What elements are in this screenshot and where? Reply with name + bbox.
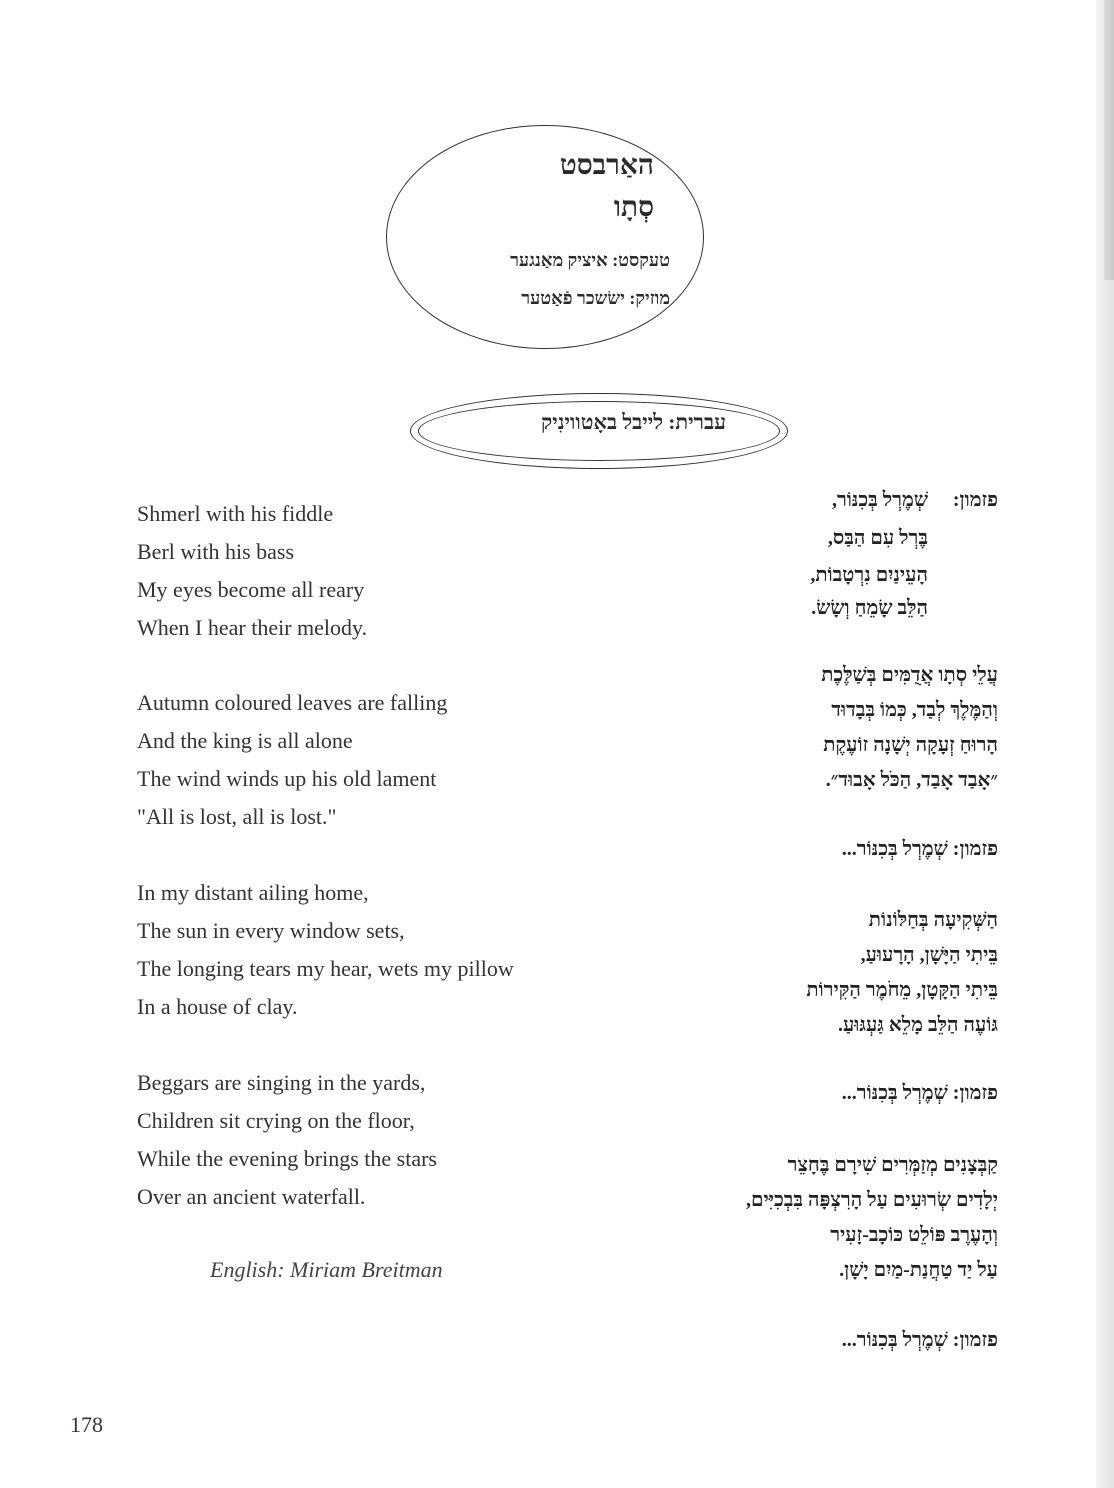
page-number: 178 <box>70 1412 103 1437</box>
hebrew-chorus-label: פזמון: <box>952 489 998 511</box>
hebrew-line: הָרוּחַ זְעָקָה יְשָׁנָה זוֹעֶקֶת <box>823 734 998 756</box>
english-line: The sun in every window sets, <box>137 918 405 943</box>
hebrew-line: ״אָבַד אָבַד, הַכֹּל אָבוּד״. <box>825 769 998 791</box>
english-translator-credit: English: Miriam Breitman <box>210 1257 443 1282</box>
english-line: Beggars are singing in the yards, <box>137 1070 426 1095</box>
hebrew-line: וְהָעֶרֶב פּוֹלֵט כּוֹכָב-זָעִיר <box>830 1224 998 1246</box>
hebrew-line: הַלֵּב שָׂמֵחַ וְשָׂשׂ. <box>811 597 928 619</box>
hebrew-line: קַבְּצָנִים מְזַמְּרִים שִׁירָם בֶּחָצֵר <box>787 1154 998 1176</box>
page-edge-shadow <box>1104 0 1114 280</box>
english-line: In my distant ailing home, <box>137 880 369 905</box>
hebrew-line: יְלָדִים שְׂרוּעִים עַל הָרִצְפָּה בִּבְכִיִּים, <box>746 1189 998 1211</box>
hebrew-line: גּוֹעֶה הַלֵּב מָלֵא גַּעְגּוּעַ. <box>837 1014 998 1036</box>
english-line: And the king is all alone <box>137 728 353 753</box>
hebrew-line: שְׁמֶרְל בְּכִנּוֹר, <box>831 489 928 511</box>
hebrew-line: בֶּרְל עִם הַבַּס, <box>827 527 928 549</box>
hebrew-line: בֵּיתִי הַיָּשָׁן, הָרָעוּעַ, <box>860 944 998 966</box>
song-title-hebrew: סְתָו <box>613 192 654 223</box>
english-line: My eyes become all reary <box>137 577 365 602</box>
english-line: Children sit crying on the floor, <box>137 1108 415 1133</box>
hebrew-line: וְהַמֶּלֶךְ לְבַד, כְּמוֹ בְּבָדוּד <box>831 699 998 721</box>
hebrew-chorus-repeat: פזמון: שְׁמֶרְל בְּכִנּוֹר... <box>841 1082 998 1104</box>
english-line: While the evening brings the stars <box>137 1146 437 1171</box>
english-line: In a house of clay. <box>137 994 298 1019</box>
hebrew-line: הַשְּׁקִיעָה בְּחַלּוֹנוֹת <box>868 909 998 931</box>
hebrew-line: עֲלֵי סְתָו אֲדֻמִּים בְּשַׁלֶּכֶת <box>821 664 998 686</box>
english-line: When I hear their melody. <box>137 615 368 640</box>
title-oval <box>386 125 704 349</box>
hebrew-line: בֵּיתִי הַקָּטָן, מֵחֹמֶר הַקִּירוֹת <box>806 979 998 1001</box>
english-line: The wind winds up his old lament <box>137 766 437 791</box>
hebrew-line: עַל יַד טַחֲנַת-מַיִם יָשָׁן. <box>839 1259 998 1281</box>
hebrew-chorus-repeat: פזמון: שְׁמֶרְל בְּכִנּוֹר... <box>841 1329 998 1351</box>
english-line: "All is lost, all is lost." <box>137 804 337 829</box>
english-line: Berl with his bass <box>137 539 295 564</box>
english-line: The longing tears my hear, wets my pillow <box>137 956 514 981</box>
english-line: Autumn coloured leaves are falling <box>137 690 448 715</box>
song-title-yiddish: האַרבסט <box>559 150 654 181</box>
music-credit: מוזיק: ישׂשכר פֿאַטער <box>521 288 670 308</box>
english-line: Shmerl with his fiddle <box>137 501 334 526</box>
hebrew-chorus-repeat: פזמון: שְׁמֶרְל בְּכִנּוֹר... <box>841 838 998 860</box>
english-line: Over an ancient waterfall. <box>137 1184 366 1209</box>
hebrew-line: הָעֵינַיִם נִרְטָבוֹת, <box>810 564 928 586</box>
lyrics-credit: טעקסט: איציק מאַנגער <box>510 250 670 270</box>
hebrew-translator-credit: עברית: לייבל באָטווינִיק <box>540 410 726 434</box>
